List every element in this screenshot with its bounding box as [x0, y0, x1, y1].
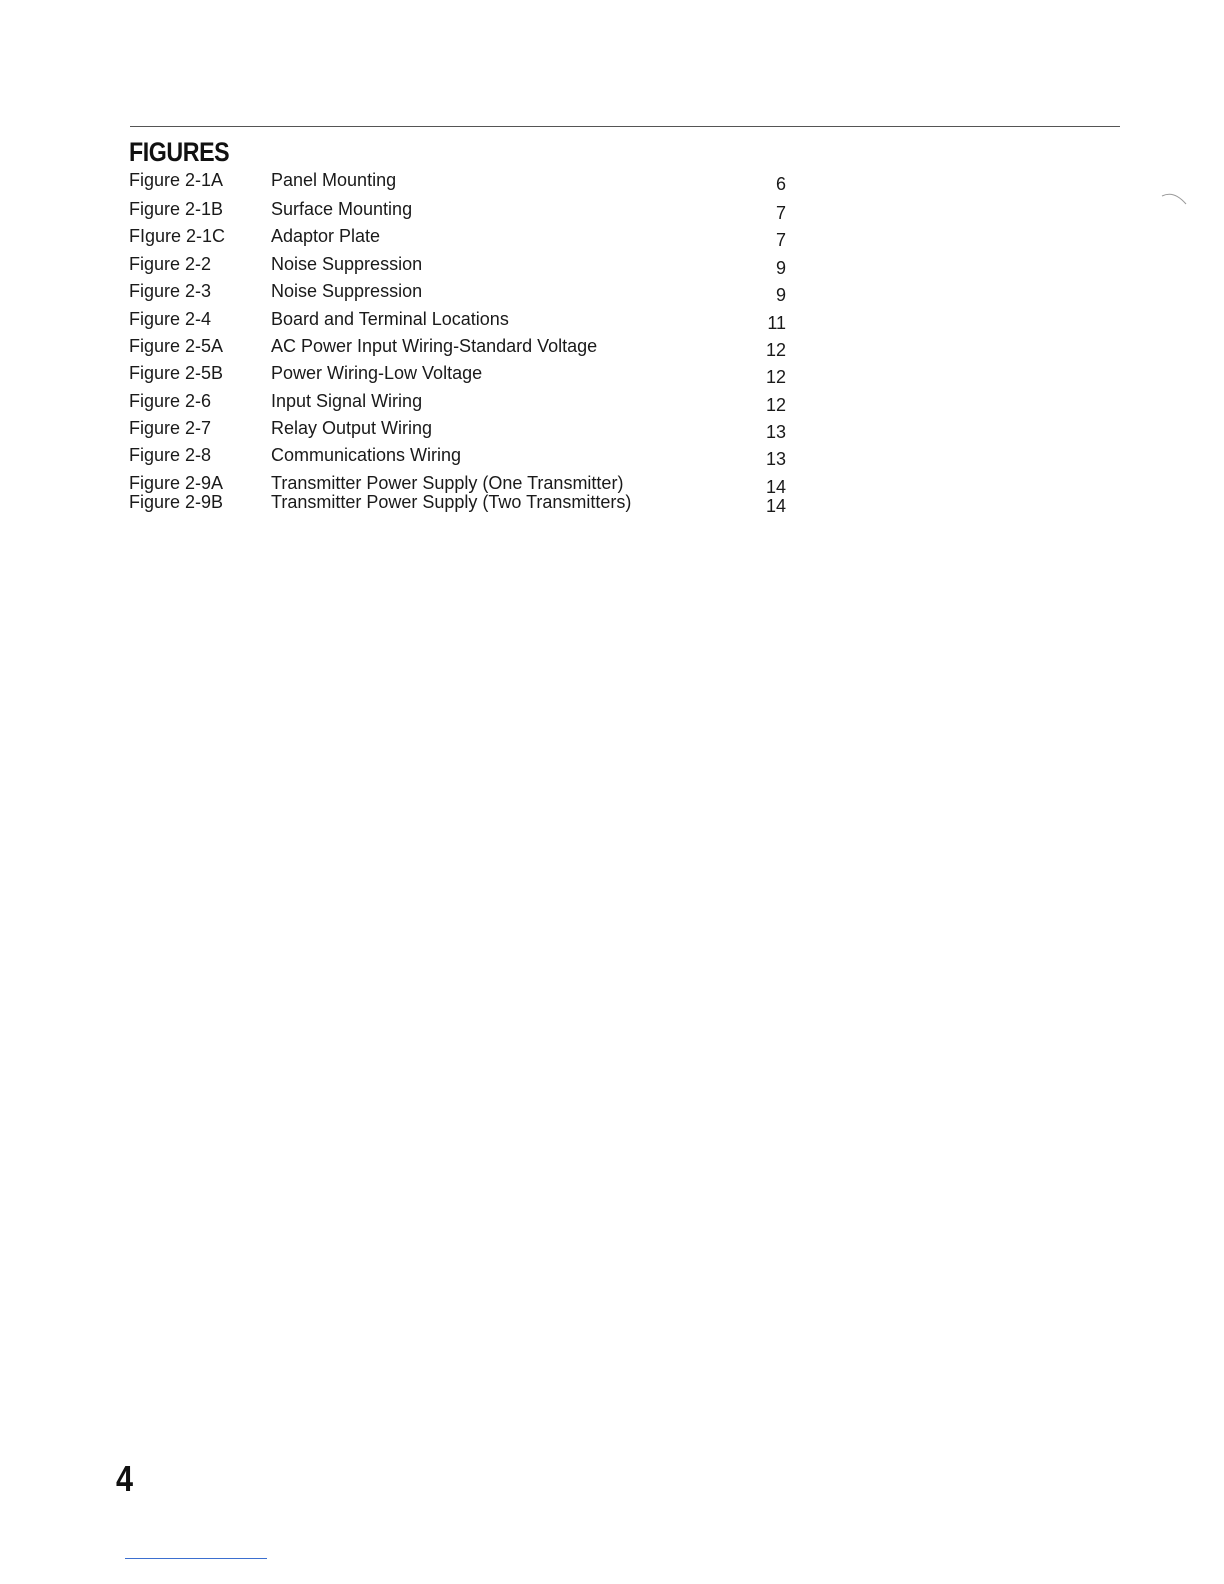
figure-page: 11 — [767, 313, 786, 333]
figure-number: Figure 2-7 — [129, 418, 212, 438]
figure-title: Communications Wiring — [271, 445, 462, 465]
figure-number: Figure 2-3 — [129, 281, 212, 301]
figure-page: 12 — [765, 367, 786, 387]
figure-title: Adaptor Plate — [271, 226, 381, 246]
figures-list — [0, 0, 1224, 600]
figure-number: Figure 2-9A — [129, 473, 224, 493]
figure-number: FIgure 2-1C — [129, 226, 226, 246]
figure-number: Figure 2-4 — [129, 309, 212, 329]
figure-row — [0, 199, 1224, 223]
figure-row — [0, 391, 1224, 415]
figure-title: Noise Suppression — [271, 254, 423, 274]
figure-row — [0, 492, 1224, 516]
scan-artifact-mark — [1160, 190, 1190, 210]
figure-page: 14 — [765, 477, 786, 497]
figure-number: Figure 2-2 — [129, 254, 212, 274]
figure-number: Figure 2-5B — [129, 363, 224, 383]
figure-title: Transmitter Power Supply (Two Transmitters) — [271, 492, 632, 512]
figure-page: 12 — [765, 340, 786, 360]
figure-title: Board and Terminal Locations — [271, 309, 509, 329]
figure-number: Figure 2-5A — [129, 336, 224, 356]
figure-row — [0, 363, 1224, 387]
figure-number: Figure 2-1B — [129, 199, 224, 219]
figure-page: 9 — [775, 258, 786, 278]
figure-page: 7 — [775, 203, 786, 223]
figure-number: Figure 2-9B — [129, 492, 224, 512]
figures-heading: FIGURES — [129, 137, 230, 167]
page-number: 4 — [116, 1458, 134, 1499]
figure-title: Relay Output Wiring — [271, 418, 433, 438]
figure-page: 13 — [765, 422, 786, 442]
figure-row — [0, 418, 1224, 442]
figure-title: Transmitter Power Supply (One Transmitter) — [271, 473, 624, 493]
figure-title: Input Signal Wiring — [271, 391, 423, 411]
figure-row — [0, 336, 1224, 360]
figure-title: Noise Suppression — [271, 281, 423, 301]
figure-page: 13 — [765, 449, 786, 469]
figure-title: Power Wiring-Low Voltage — [271, 363, 483, 383]
figure-row — [0, 254, 1224, 278]
figure-title: Surface Mounting — [271, 199, 413, 219]
figure-page: 14 — [765, 496, 786, 516]
figure-row — [0, 309, 1224, 333]
figure-number: Figure 2-1A — [129, 170, 224, 190]
figure-title: Panel Mounting — [271, 170, 397, 190]
figure-number: Figure 2-8 — [129, 445, 212, 465]
figure-title: AC Power Input Wiring-Standard Voltage — [271, 336, 598, 356]
figure-page: 6 — [775, 174, 786, 194]
figure-row — [0, 281, 1224, 305]
figure-row — [0, 226, 1224, 250]
figure-page: 7 — [775, 230, 786, 250]
figure-row — [0, 170, 1224, 194]
figure-row — [0, 445, 1224, 469]
figure-number: Figure 2-6 — [129, 391, 212, 411]
footer-rule — [125, 1558, 267, 1559]
figure-page: 9 — [775, 285, 786, 305]
figure-page: 12 — [765, 395, 786, 415]
